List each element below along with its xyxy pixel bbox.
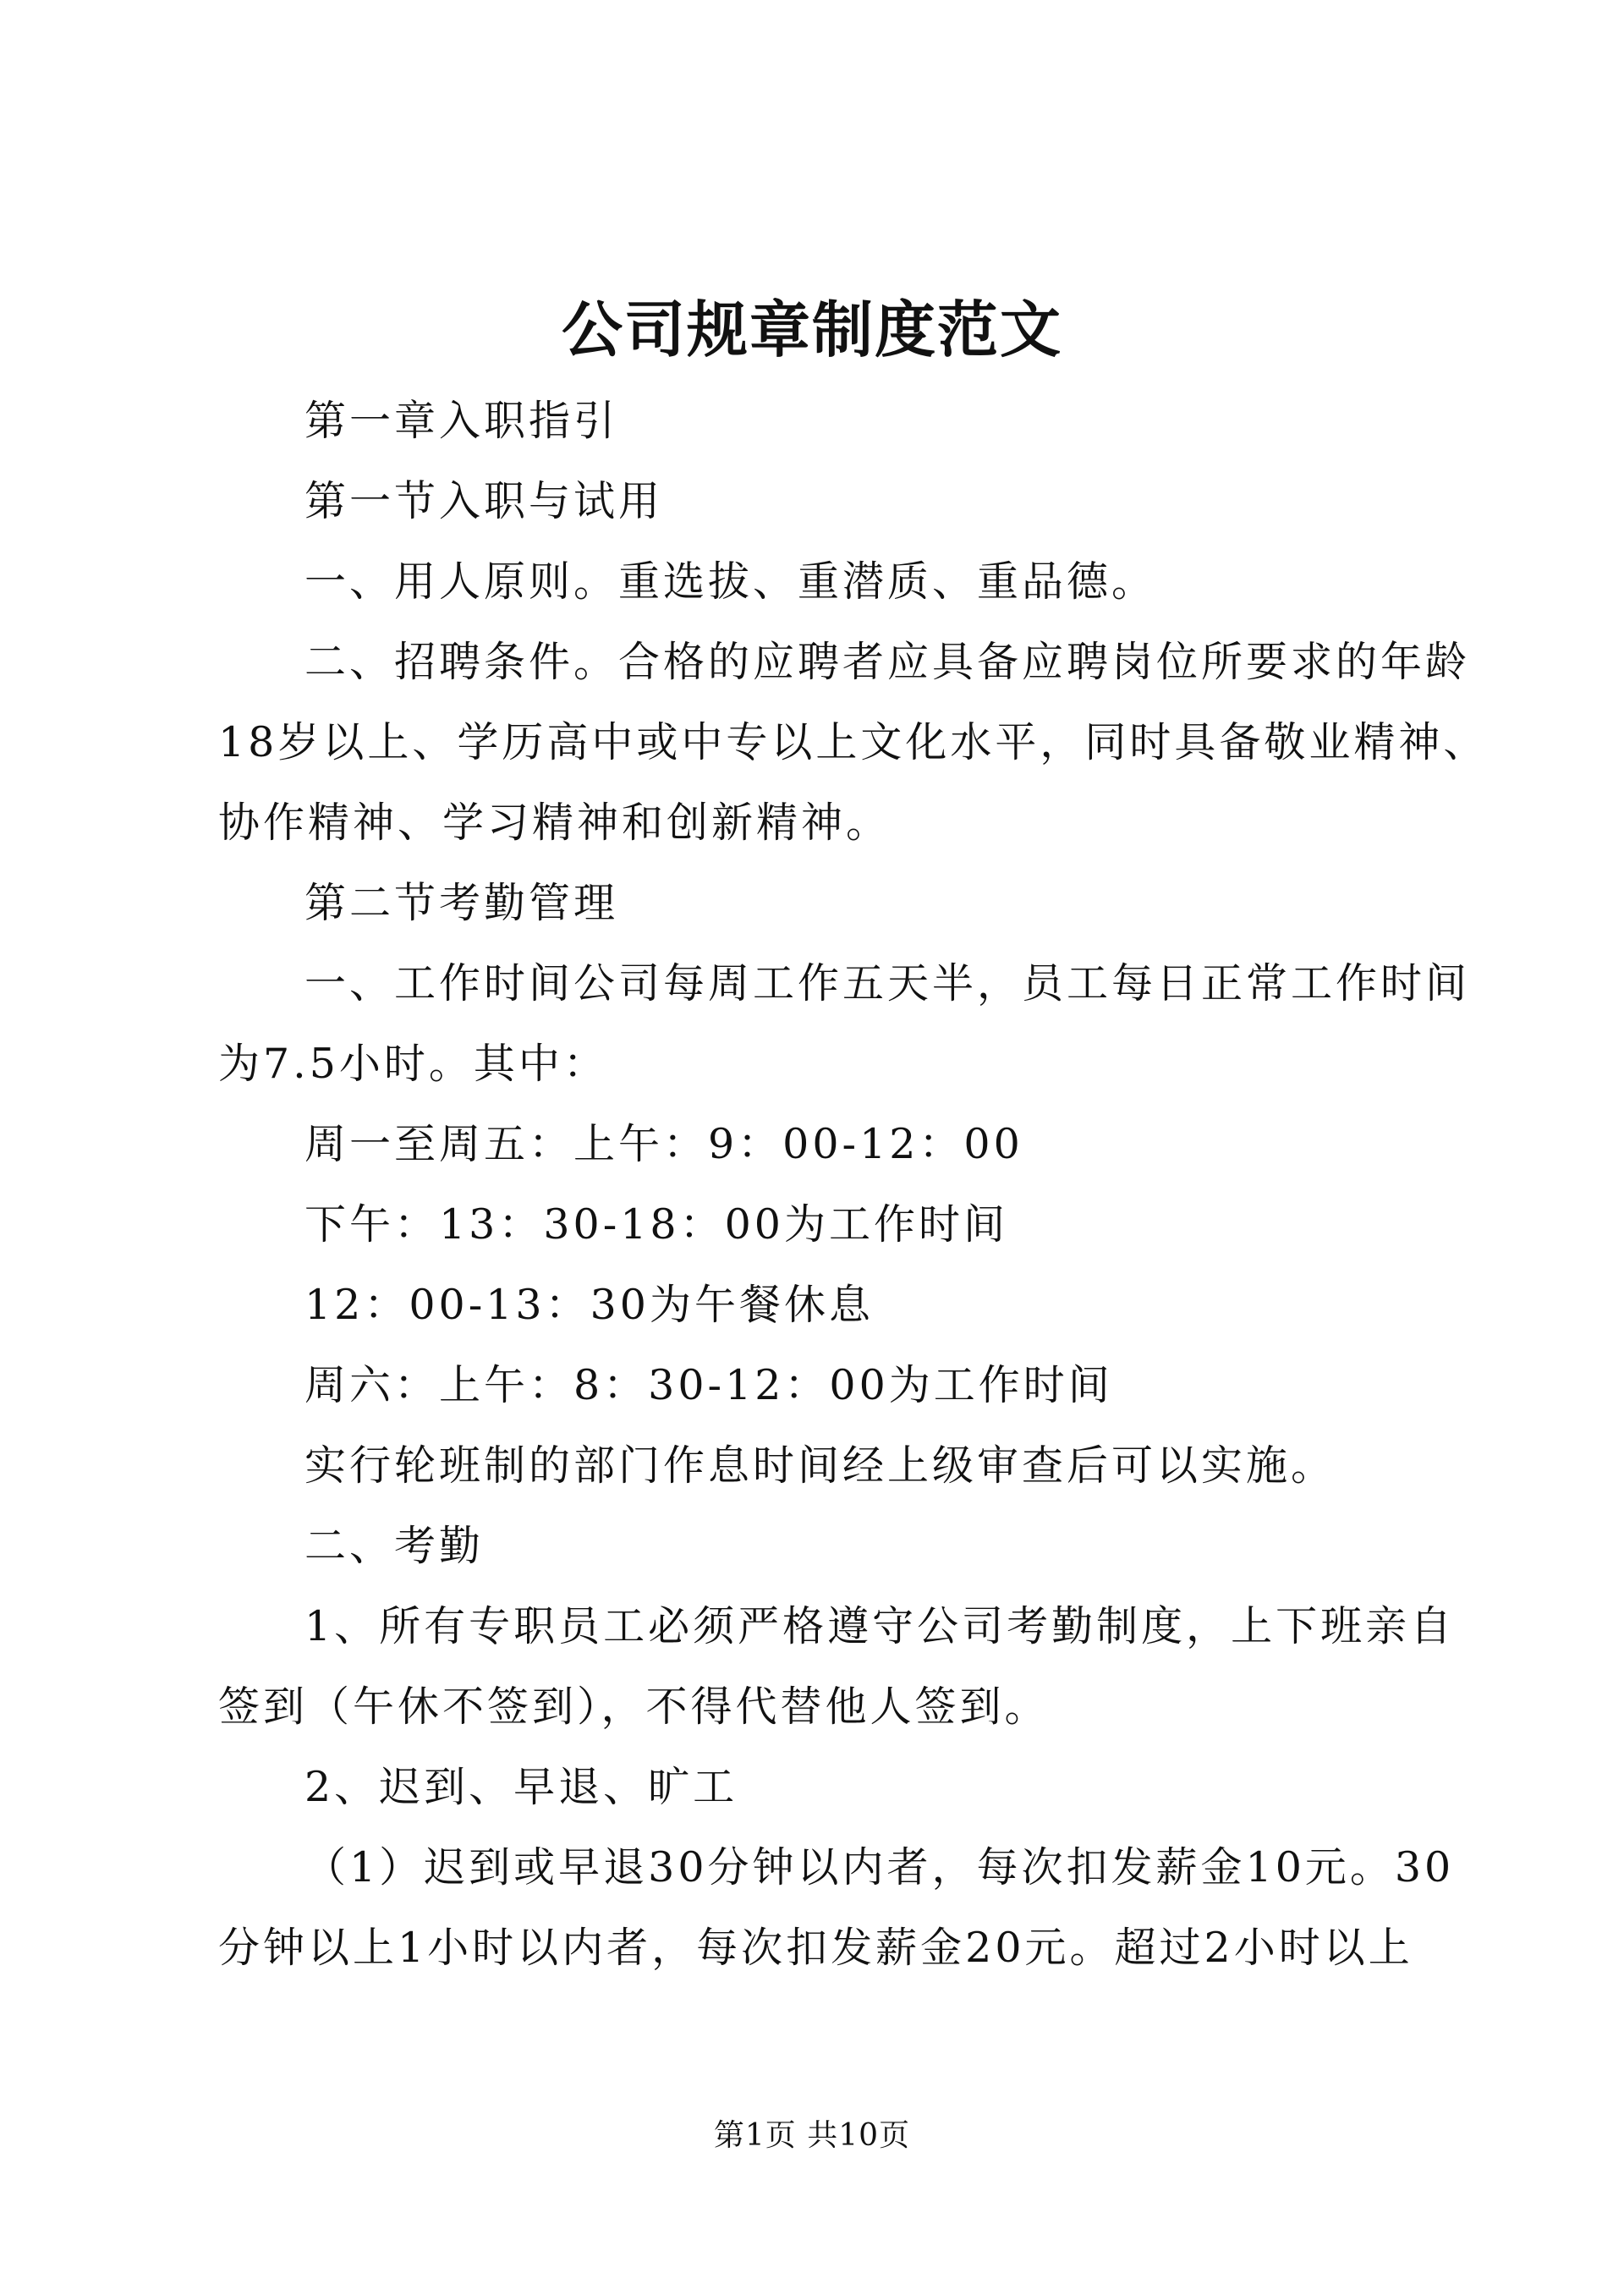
paragraph-line: 一、工作时间公司每周工作五天半，员工每日正常工作时间 (304, 959, 1471, 1007)
paragraph-line: 分钟以上1小时以内者，每次扣发薪金20元。超过2小时以上 (218, 1924, 1413, 1972)
section-heading: 二、考勤 (304, 1522, 485, 1570)
paragraph-line: 签到（午休不签到），不得代替他人签到。 (218, 1683, 1050, 1731)
section-heading: 第二节考勤管理 (304, 879, 619, 927)
section-heading: 第一节入职与试用 (304, 477, 664, 525)
paragraph-line: 周六：上午：8：30-12：00为工作时间 (304, 1361, 1113, 1409)
paragraph-line: 周一至周五：上午：9：00-12：00 (304, 1120, 1023, 1168)
paragraph-line: 1、所有专职员工必须严格遵守公司考勤制度，上下班亲自 (304, 1602, 1456, 1650)
paragraph-line: 实行轮班制的部门作息时间经上级审查后可以实施。 (304, 1441, 1336, 1490)
paragraph-line: （1）迟到或早退30分钟以内者，每次扣发薪金10元。30 (304, 1843, 1455, 1891)
paragraph-line: 18岁以上、学历高中或中专以上文化水平，同时具备敬业精神、 (218, 718, 1489, 766)
paragraph-line: 2、迟到、早退、旷工 (304, 1763, 738, 1811)
paragraph-line: 一、用人原则。重选拔、重潜质、重品德。 (304, 557, 1157, 606)
paragraph-line: 下午：13：30-18：00为工作时间 (304, 1200, 1008, 1249)
page-footer: 第1页 共10页 (713, 2118, 911, 2153)
chapter-heading: 第一章入职指引 (304, 397, 619, 445)
paragraph-line: 为7.5小时。其中： (218, 1040, 608, 1088)
paragraph-line: 协作精神、学习精神和创新精神。 (218, 799, 892, 847)
page-title: 公司规章制度范文 (561, 294, 1062, 365)
paragraph-line: 12：00-13：30为午餐休息 (304, 1281, 874, 1329)
paragraph-line: 二、招聘条件。合格的应聘者应具备应聘岗位所要求的年龄 (304, 638, 1471, 686)
